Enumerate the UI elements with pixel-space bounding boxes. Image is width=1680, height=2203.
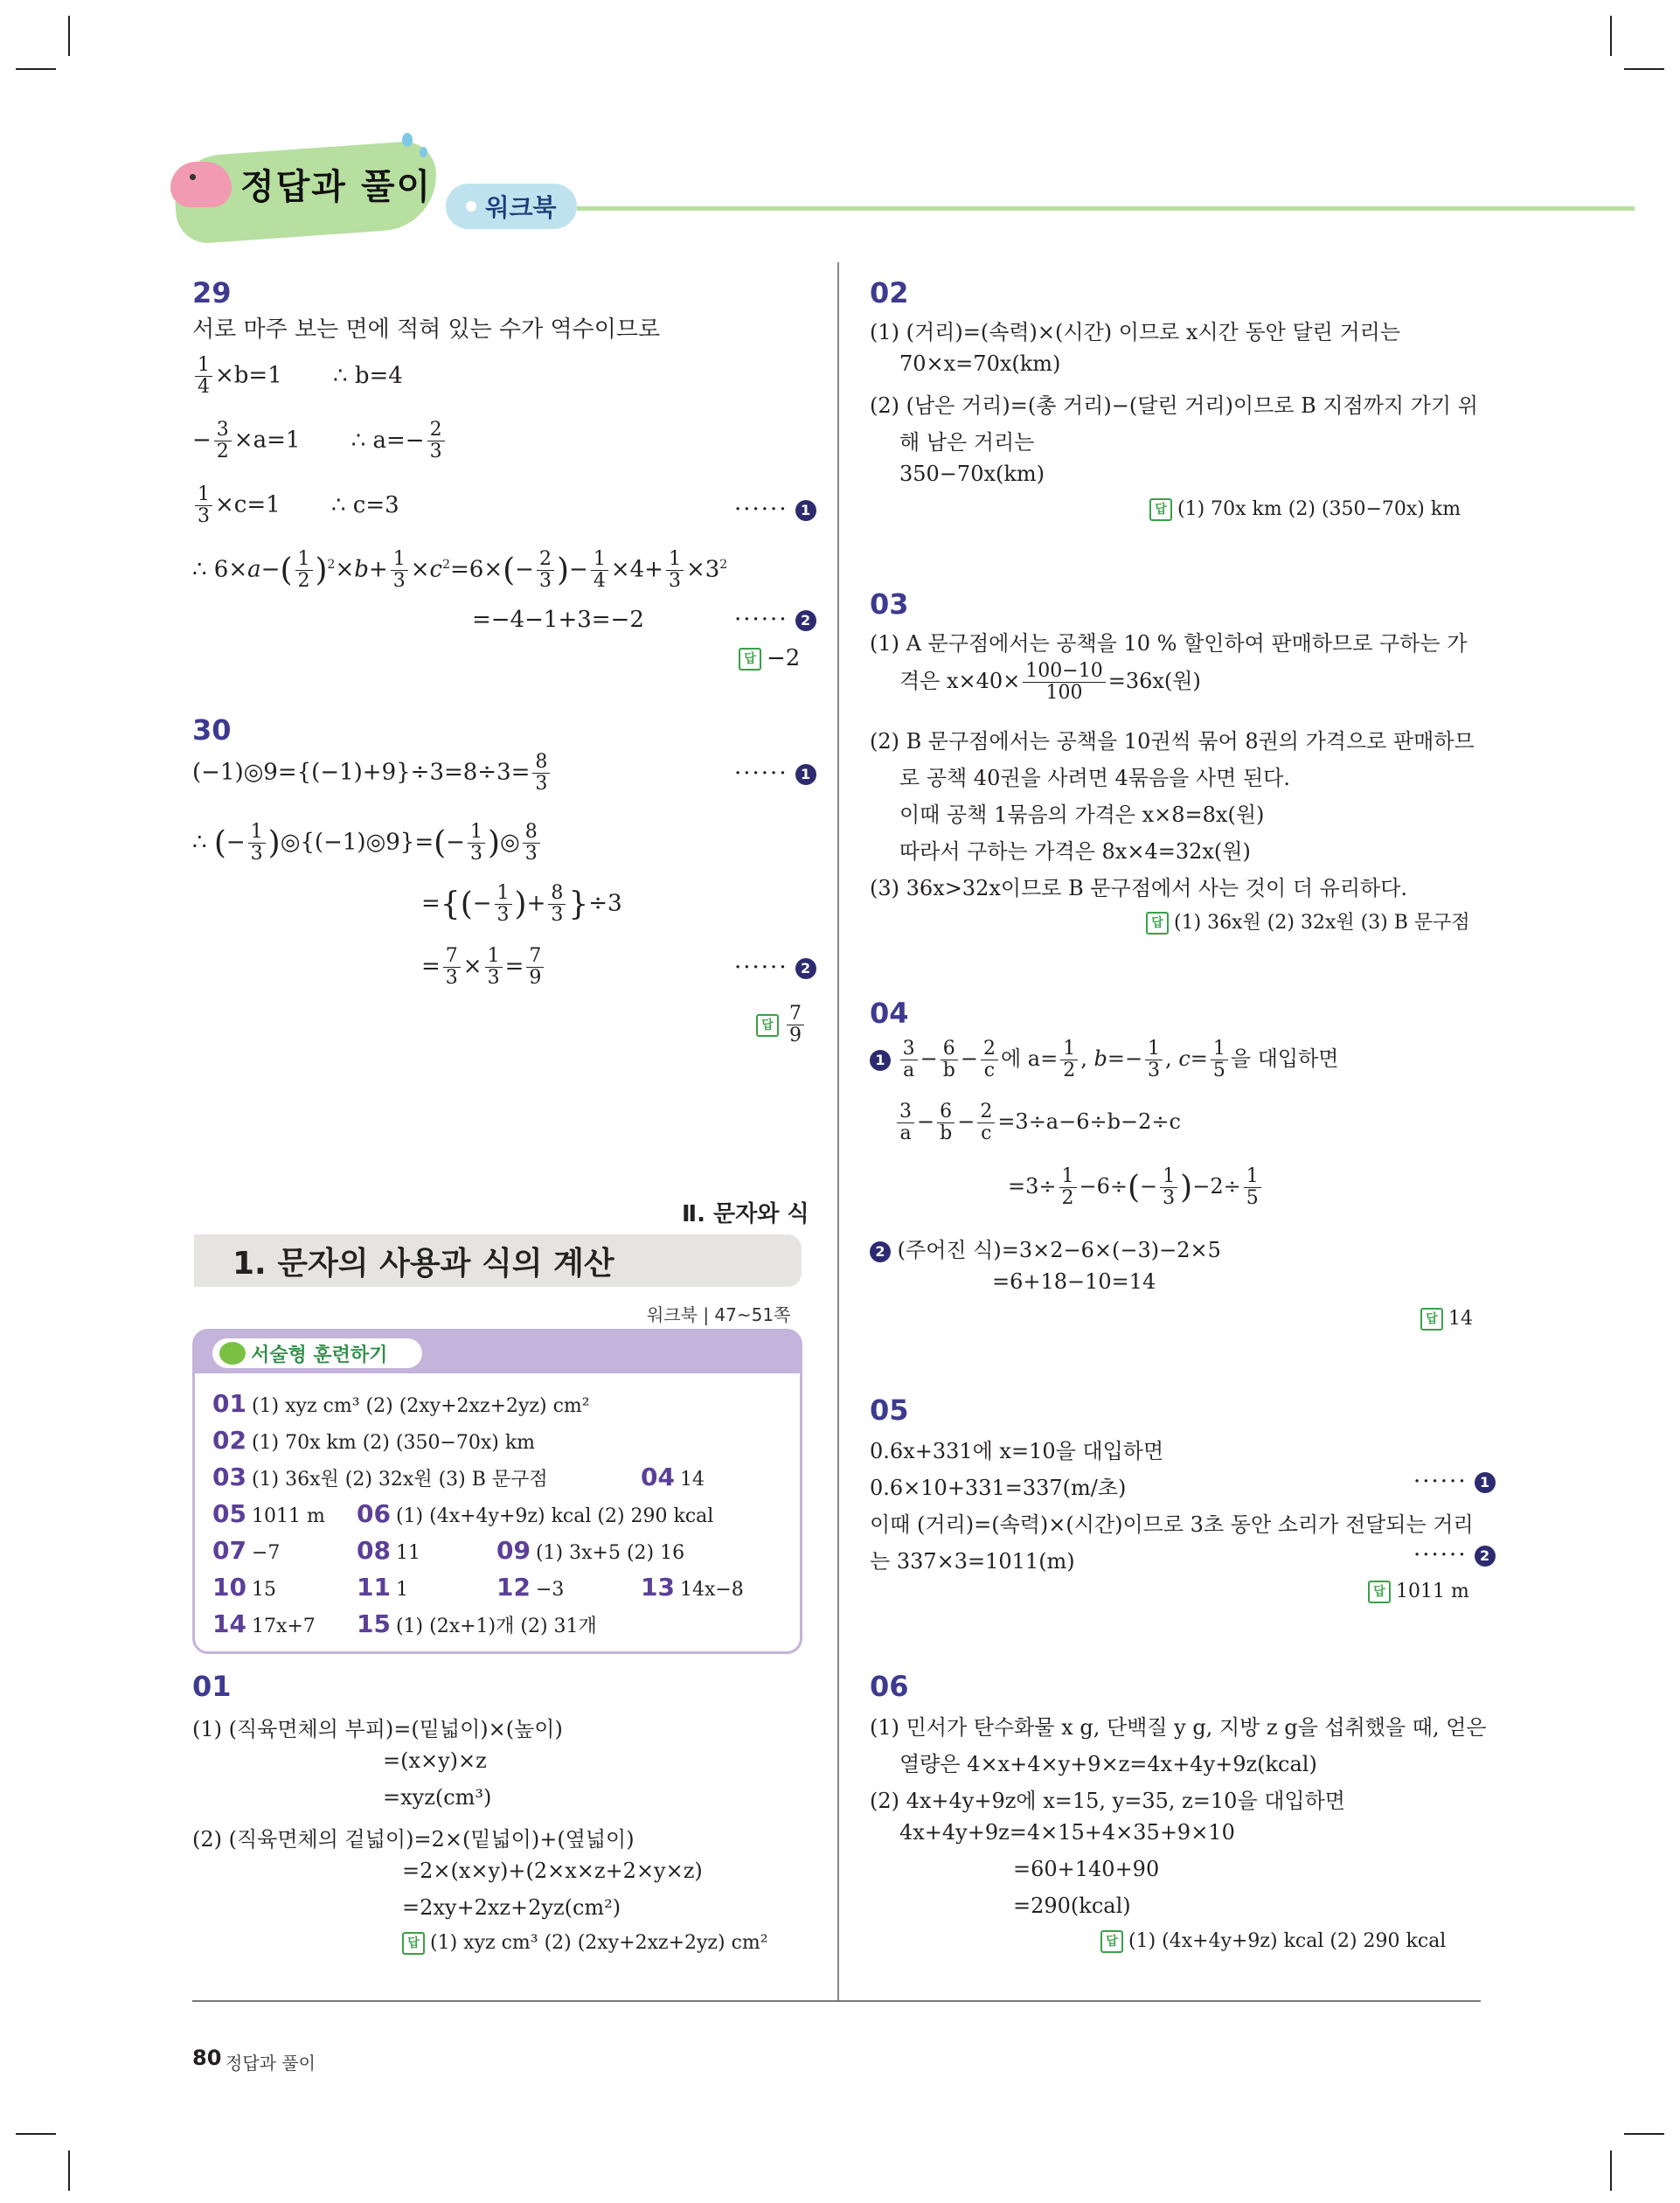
question-number: 03 — [870, 587, 909, 621]
summary-item: 14 17x+7 — [212, 1609, 316, 1638]
q03-line1: (1) A 문구점에서는 공책을 10 % 할인하여 판매하므로 구하는 가 — [870, 631, 1468, 656]
tab-dot-icon — [466, 201, 476, 212]
q02-line4: 해 남은 거리는 — [899, 430, 1035, 455]
step-marker-2: ······ 2 — [734, 955, 816, 981]
chapter-subtitle: Ⅱ. 문자와 식 — [682, 1201, 809, 1227]
q30-line4: = $\frac{7}{3}$ × $\frac{1}{3}$ = $\frac{7}{9}$ — [421, 946, 546, 989]
summary-item: 10 15 — [212, 1573, 276, 1602]
summary-item: 02 (1) 70x km (2) (350−70x) km — [212, 1426, 536, 1455]
crop-mark — [1624, 68, 1664, 70]
q01-line2: =(x×y)×z — [383, 1748, 487, 1773]
q03-line5: 이때 공책 1묶음의 가격은 x×8=8x(원) — [899, 803, 1265, 827]
summary-item: 06 (1) (4x+4y+9z) kcal (2) 290 kcal — [357, 1499, 714, 1528]
summary-header — [195, 1331, 800, 1373]
step-marker-2: ······ 2 — [734, 607, 816, 633]
q04-answer: 답 14 — [1420, 1308, 1473, 1331]
q06-line4: 4x+4y+9z=4×15+4×35+9×10 — [899, 1820, 1235, 1845]
header-rule — [577, 206, 1635, 211]
crop-mark — [68, 2151, 70, 2191]
q29-line4: ∴ 6×a−( $\frac{1}{2}$ )$^2$×b+ $\frac{1}{3}$ $\times c^2=6\times(-$ $\frac{2}{3}$ )− $\frac{1}{4}$ ×4+ $\frac{1}{3}$ $\times 3^2$ — [192, 548, 728, 592]
summary-item: 13 14x−8 — [641, 1573, 744, 1602]
gecko-icon — [219, 1342, 246, 1365]
q04-line1: 1 $\frac{3}{a}$ − $\frac{6}{b}$ − $\frac{2}{c}$ 에 a= $\frac{1}{2}$ , b=− $\frac{1}{3}$ , c= $\frac{1}{5}$ 을 대입하면 — [870, 1039, 1338, 1081]
question-number: 06 — [870, 1670, 909, 1703]
workbook-reference: 워크북 | 47~51쪽 — [647, 1304, 791, 1325]
q30-line3: ={(− $\frac{1}{3}$ )+ $\frac{8}{3}$ }÷3 — [421, 882, 622, 926]
question-number: 30 — [192, 713, 232, 747]
crop-mark — [16, 2133, 56, 2135]
q04-line2: $\frac{3}{a}$ − $\frac{6}{b}$ − $\frac{2}{c}$ =3÷a−6÷b−2÷c — [894, 1102, 1181, 1144]
summary-item: 07 −7 — [212, 1536, 281, 1565]
q05-line2: 0.6×10+331=337(m/초) — [870, 1476, 1127, 1500]
q01-answer: 답 (1) xyz cm³ (2) (2xy+2xz+2yz) cm² — [402, 1932, 768, 1955]
q06-line2: 열량은 4×x+4×y+9×z=4x+4y+9z(kcal) — [899, 1752, 1317, 1776]
page-title: 정답과 풀이 — [240, 167, 433, 207]
q30-line2: ∴ (− $\frac{1}{3}$ )◎{(−1)◎9}=(− $\frac{1}{3}$ )◎ $\frac{8}{3}$ — [192, 822, 543, 865]
q02-line2: 70×x=70x(km) — [899, 351, 1061, 376]
q02-line5: 350−70x(km) — [899, 462, 1045, 486]
q03-line4: 로 공책 40권을 사려면 4묶음을 사면 된다. — [899, 766, 1290, 790]
summary-item: 09 (1) 3x+5 (2) 16 — [496, 1536, 685, 1565]
crop-mark — [16, 68, 56, 70]
question-number: 05 — [870, 1393, 909, 1427]
q03-line2: 격은 x×40× $\frac{100-10}{100}$ =36x(원) — [899, 660, 1201, 704]
q01-line4: (2) (직육면체의 겉넓이)=2×(밑넓이)+(옆넓이) — [192, 1827, 635, 1852]
q06-line5: =60+140+90 — [1013, 1857, 1160, 1881]
water-drop-icon — [402, 133, 413, 147]
workbook-tab — [446, 184, 577, 229]
summary-item: 08 11 — [357, 1536, 420, 1565]
summary-item: 01 (1) xyz cm³ (2) (2xy+2xz+2yz) cm² — [212, 1389, 590, 1418]
q02-answer: 답 (1) 70x km (2) (350−70x) km — [1149, 498, 1461, 521]
answer-summary-box — [192, 1329, 802, 1654]
whale-icon — [170, 162, 232, 207]
page-number: 80 — [192, 2046, 222, 2070]
q06-line3: (2) 4x+4y+9z에 x=15, y=35, z=10을 대입하면 — [870, 1789, 1345, 1813]
q05-line4: 는 337×3=1011(m) — [870, 1549, 1075, 1574]
summary-item: 15 (1) (2x+1)개 (2) 31개 — [357, 1609, 597, 1638]
q01-line5: =2×(x×y)+(2×x×z+2×y×z) — [402, 1859, 703, 1883]
footer-rule — [192, 2000, 1481, 2002]
summary-item: 12 −3 — [496, 1573, 565, 1602]
q05-line1: 0.6x+331에 x=10을 대입하면 — [870, 1439, 1164, 1463]
summary-item: 05 1011 m — [212, 1499, 325, 1528]
step-marker-1: ······ 1 — [734, 761, 816, 787]
q03-line3: (2) B 문구점에서는 공책을 10권씩 묶어 8권의 가격으로 판매하므 — [870, 729, 1475, 754]
q02-line3: (2) (남은 거리)=(총 거리)−(달린 거리)이므로 B 지점까지 가기 위 — [870, 393, 1478, 418]
question-number: 02 — [870, 276, 909, 309]
crop-mark — [68, 16, 70, 56]
q29-line3: $\frac{1}{3}$ ×c=1 ∴ c=3 — [192, 484, 399, 527]
step-marker-2: ······ 2 — [1413, 1542, 1496, 1568]
page-header — [157, 140, 1643, 245]
chapter-title: 1. 문자의 사용과 식의 계산 — [194, 1234, 802, 1287]
q03-line6: 따라서 구하는 가격은 8x×4=32x(원) — [899, 839, 1251, 864]
q01-line1: (1) (직육면체의 부피)=(밑넓이)×(높이) — [192, 1717, 563, 1741]
q06-line1: (1) 민서가 탄수화물 x g, 단백질 y g, 지방 z g을 섭취했을 때, 얻은 — [870, 1715, 1487, 1740]
summary-item: 03 (1) 36x원 (2) 32x원 (3) B 문구점 — [212, 1463, 548, 1491]
question-number: 04 — [870, 997, 909, 1030]
q29-line1: $\frac{1}{4}$ ×b=1 ∴ b=4 — [192, 355, 403, 398]
summary-label: 서술형 훈련하기 — [212, 1338, 422, 1368]
q05-answer: 답 1011 m — [1368, 1581, 1469, 1603]
workbook-tab-label: 워크북 — [485, 193, 557, 222]
question-number: 29 — [192, 276, 232, 309]
q30-answer: 답 $\frac{7}{9}$ — [756, 1004, 807, 1046]
q04-line3: =3÷ $\frac{1}{2}$ −6÷(− $\frac{1}{3}$ )−2÷ $\frac{1}{5}$ — [1008, 1166, 1264, 1209]
crop-mark — [1610, 16, 1612, 56]
q29-intro: 서로 마주 보는 면에 적혀 있는 수가 역수이므로 — [192, 316, 661, 343]
step-marker-1: ······ 1 — [1413, 1469, 1496, 1495]
q04-line5: =6+18−10=14 — [992, 1269, 1156, 1294]
q29-line2: − $\frac{3}{2}$ ×a=1 ∴ a=− $\frac{2}{3}$ — [192, 420, 448, 462]
footer-label: 정답과 풀이 — [226, 2053, 316, 2074]
q01-line3: =xyz(cm³) — [383, 1785, 492, 1810]
step-marker-1: ······ 1 — [734, 497, 816, 523]
crop-mark — [1624, 2133, 1664, 2135]
q03-line7: (3) 36x>32x이므로 B 문구점에서 사는 것이 더 유리하다. — [870, 876, 1408, 900]
q03-answer: 답 (1) 36x원 (2) 32x원 (3) B 문구점 — [1146, 907, 1470, 935]
column-divider — [837, 262, 839, 2002]
q29-line5: =−4−1+3=−2 — [472, 607, 644, 633]
q01-line6: =2xy+2xz+2yz(cm²) — [402, 1895, 621, 1920]
water-drop-icon — [420, 147, 427, 157]
summary-item: 11 1 — [357, 1573, 408, 1602]
q06-answer: 답 (1) (4x+4y+9z) kcal (2) 290 kcal — [1100, 1930, 1446, 1953]
question-number: 01 — [192, 1670, 232, 1703]
q06-line6: =290(kcal) — [1013, 1894, 1131, 1918]
q30-line1: (−1)◎9={(−1)+9}÷3=8÷3= $\frac{8}{3}$ — [192, 752, 552, 795]
summary-item: 04 14 — [641, 1463, 705, 1491]
q29-answer: 답 −2 — [739, 645, 800, 671]
q02-line1: (1) (거리)=(속력)×(시간) 이므로 x시간 동안 달린 거리는 — [870, 320, 1401, 344]
crop-mark — [1610, 2151, 1612, 2191]
q04-line4: 2 (주어진 식)=3×2−6×(−3)−2×5 — [870, 1233, 1221, 1263]
q05-line3: 이때 (거리)=(속력)×(시간)이므로 3초 동안 소리가 전달되는 거리 — [870, 1512, 1474, 1537]
